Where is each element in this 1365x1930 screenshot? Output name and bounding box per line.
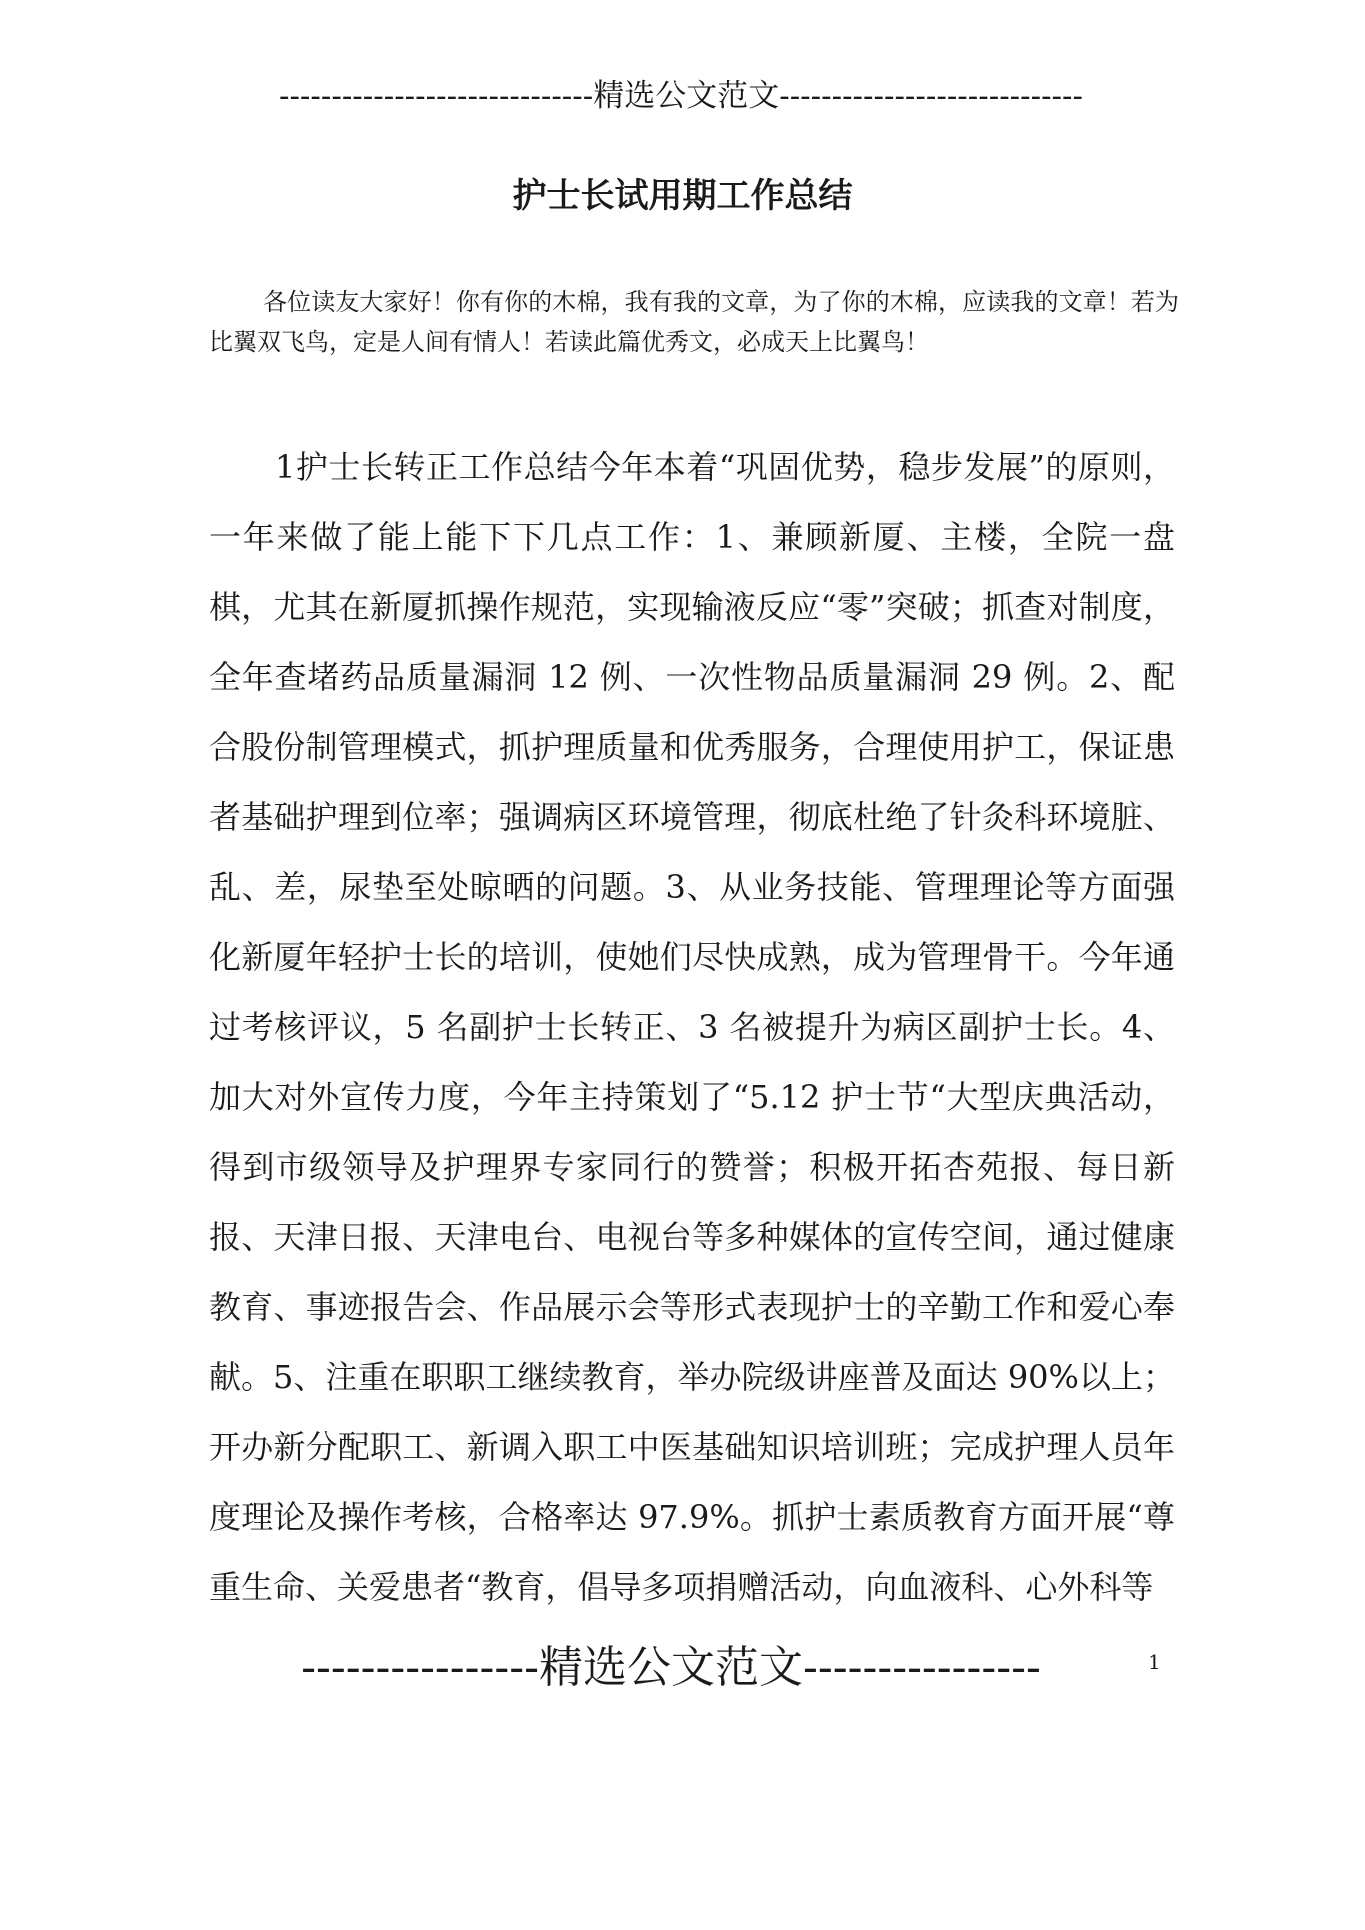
page-footer: ----------------精选公文范文----------------	[301, 1642, 1041, 1693]
body-paragraph: 1护士长转正工作总结今年本着“巩固优势，稳步发展”的原则，一年来做了能上能下下几点工作：1、兼顾新厦、主楼，全院一盘棋，尤其在新厦抓操作规范，实现输液反应“零”突破；抓查对制度，全年查堵药品质量漏洞 12 例、一次性物品质量漏洞 29 例。2、配合股份制管理模式，抓护理质量和优秀服务，合理使用护工，保证患者基础护理到位率；强调病区环境管理，彻底杜绝了针灸科环境脏、乱、差，尿垫至处晾晒的问题。3、从业务技能、管理理论等方面强化新厦年轻护士长的培训，使她们尽快成熟，成为管理骨干。今年通过考核评议，5 名副护士长转正、3 名被提升为病区副护士长。4、加大对外宣传力度，今年主持策划了“5.12 护士节“大型庆典活动，得到市级领导及护理界专家同行的赞誉；积极开拓杏苑报、每日新报、天津日报、天津电台、电视台等多种媒体的宣传空间，通过健康教育、事迹报告会、作品展示会等形式表现护士的辛勤工作和爱心奉献。5、注重在职职工继续教育，举办院级讲座普及面达 90%以上；开办新分配职工、新调入职工中医基础知识培训班；完成护理人员年度理论及操作考核，合格率达 97.9%。抓护士素质教育方面开展“尊重生命、关爱患者“教育，倡导多项捐赠活动，向血液科、心外科等	[209, 448, 1175, 1606]
page-number: 1	[1148, 1650, 1161, 1674]
page-header: ------------------------------精选公文范文-----------------------------	[278, 78, 1083, 114]
intro-paragraph: 各位读友大家好！你有你的木棉，我有我的文章，为了你的木棉，应读我的文章！若为比翼双飞鸟，定是人间有情人！若读此篇优秀文，必成天上比翼鸟！	[209, 288, 1179, 356]
document-title: 护士长试用期工作总结	[512, 176, 853, 216]
